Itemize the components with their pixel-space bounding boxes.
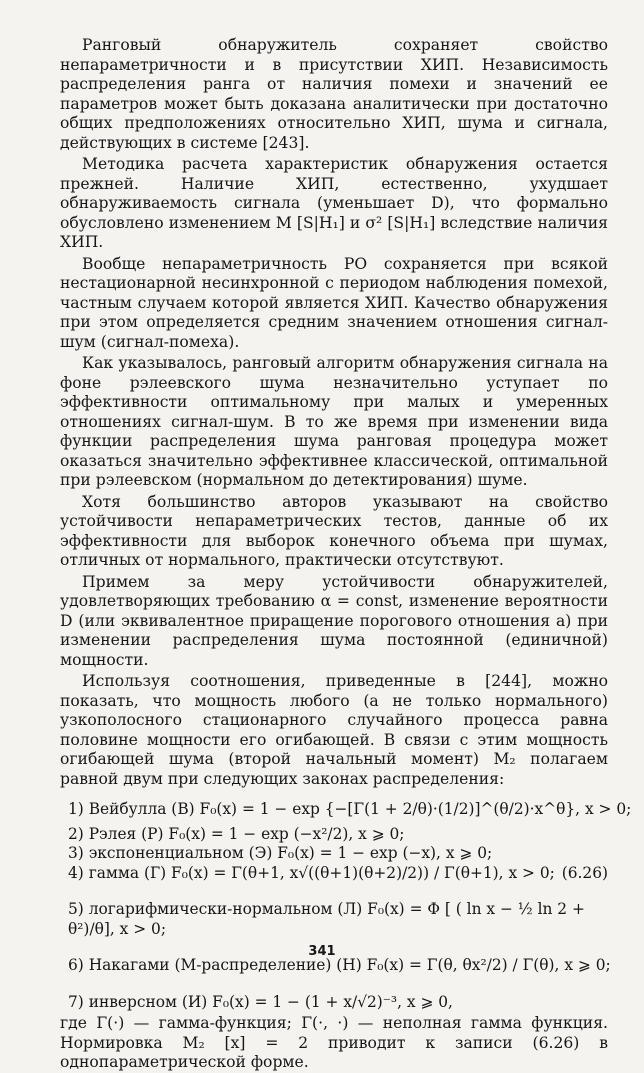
paragraph-7: Используя соотношения, приведенные в [244], можно показать, что мощность любого (а не только нормального) узкополосного стационарного случайного процесса равна половине мощности его огибающей. В связи с этим мощность огибающей шума (второй начальный момент) M₂ полагаем равной двум при следующих законах распределения: — [60, 672, 608, 788]
paragraph-2: Методика расчета характеристик обнаружения остается прежней. Наличие ХИП, естественно, ухудшает обнаруживаемость сигнала (уменьшает D), что формально обусловлено изменением M [S|H₁] и σ² [S|H₁] вследствие наличия ХИП. — [60, 155, 608, 251]
formula-exponential: 3) экспоненциальном (Э) F₀(x) = 1 − exp (−x), x ⩾ 0; — [68, 844, 493, 862]
paragraph-3: Вообще непараметричность РО сохраняется при всякой нестационарной несинхронной с периодом наблюдения помехой, частным случаем которой является ХИП. Качество обнаружения при этом определяется средним значением отношения сигнал-шум (сигнал-помеха). — [60, 254, 608, 351]
text-column — [60, 36, 632, 1073]
closing-paragraph: где Γ(·) — гамма-функция; Γ(·, ·) — неполная гамма функция. Нормировка M₂ [x] = 2 приводит к записи (6.26) в однопараметрической форме. — [60, 1014, 608, 1071]
formula-weibull: 1) Вейбулла (В) F₀(x) = 1 − exp {−[Γ(1 + 2/θ)·(1/2)]^(θ/2)·x^θ}, x > 0; — [68, 800, 632, 818]
formula-rayleigh: 2) Рэлея (Р) F₀(x) = 1 − exp (−x²/2), x ⩾ 0; — [68, 824, 405, 843]
formula-nakagami: 6) Накагами (М-распределение) (Н) F₀(x) = Γ(θ, θx²/2) / Γ(θ), x ⩾ 0; — [68, 956, 611, 974]
equation-number: (6.26) — [561, 863, 608, 882]
paragraph-6: Примем за меру устойчивости обнаружителей, удовлетворяющих требованию α = const, изменение вероятности D (или эквивалентное приращение порогового отношения a) при изменении распределения шума постоянной (единичной) мощности. — [60, 572, 608, 669]
paragraph-4: Как указывалось, ранговый алгоритм обнаружения сигнала на фоне рэлеевского шума незначительно уступает по эффективности оптимальному при малых и умеренных отношениях сигнал-шум. В то же время при изменении вида функции распределения шума ранговая процедура может оказаться значительно эффективнее классической, оптимальной при рэлеевском (нормальном до детектирования) шуме. — [60, 354, 608, 489]
paragraph-5: Хотя большинство авторов указывают на свойство устойчивости непараметрических тестов, данные об их эффективности для выборок конечного объема при шумах, отличных от нормального, практически отсутствуют. — [60, 492, 608, 569]
formula-gamma: 4) гамма (Г) F₀(x) = Γ(θ+1, x√((θ+1)(θ+2)/2)) / Γ(θ+1), x > 0; — [68, 863, 555, 882]
formula-gamma-row — [60, 864, 608, 884]
formula-inverse: 7) инверсном (И) F₀(x) = 1 − (1 + x/√2)⁻³, x ⩾ 0, — [68, 992, 453, 1011]
formula-lognormal: 5) логарифмически-нормальном (Л) F₀(x) = Φ [ ( ln x − ½ ln 2 + θ²)/θ], x > 0; — [68, 900, 585, 938]
paragraph-1: Ранговый обнаружитель сохраняет свойство непараметричности и в присутствии ХИП. Независимость распределения ранга от наличия помехи и значений ее параметров может быть доказана аналитически при достаточно общих предположениях относительно ХИП, шума и сигнала, действующих в системе [243]. — [60, 36, 608, 152]
page-number: 341 — [308, 944, 336, 959]
